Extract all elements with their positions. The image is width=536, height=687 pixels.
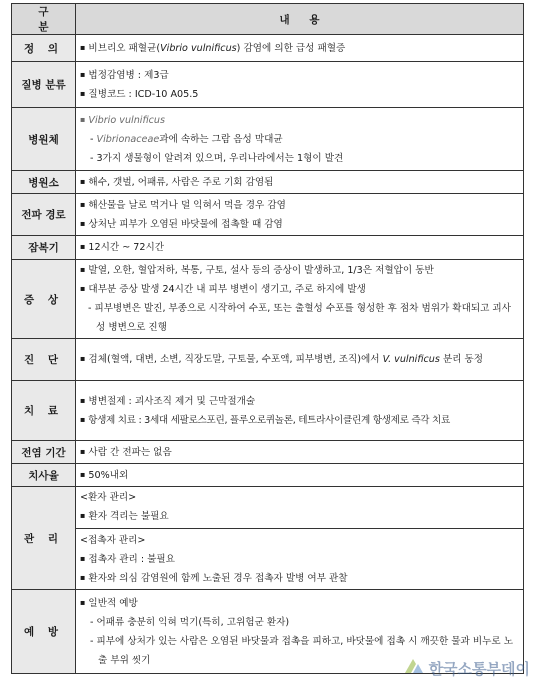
definition-text-post: ) 감염에 의한 급성 패혈증 bbox=[236, 42, 346, 54]
symptoms-line-2: ▪ 대부분 증상 발생 24시간 내 피부 병변이 생기고, 주로 하지에 발생 bbox=[80, 280, 519, 299]
header-row bbox=[12, 4, 524, 35]
label-management: 관 리 bbox=[12, 487, 76, 590]
row-contagious-period bbox=[12, 441, 524, 464]
treatment-line-1: ▪ 병변절제 : 괴사조직 제거 및 근막절개술 bbox=[80, 392, 519, 411]
label-prevention: 예 방 bbox=[12, 590, 76, 674]
content-pathogen: ▪ Vibrio vulnificus - Vibrionaceae과에 속하는 그람 음성 막대균 - 3가지 생물형이 알려져 있으며, 우리나라에서는 1형이 발견 bbox=[76, 108, 524, 171]
pathogen-line-2: 과에 속하는 그람 음성 막대균 bbox=[159, 133, 283, 145]
management-contact-heading: <접촉자 관리> bbox=[80, 535, 146, 546]
content-transmission bbox=[76, 194, 524, 236]
watermark-text: 한국소통부데이 bbox=[428, 660, 530, 678]
row-management bbox=[12, 487, 524, 590]
diagnosis-species: V. vulnificus bbox=[382, 354, 440, 365]
content-symptoms: ▪ 발열, 오한, 혈압저하, 복통, 구토, 설사 등의 증상이 발생하고, 1/3은 저혈압이 동반 ▪ 대부분 증상 발생 24시간 내 피부 병변이 생기고, 주로 하지에 발생 - 피부병변은 발진, 부종으로 시작하여 수포, 또는 출혈성 수포를 형성한 후 점차 범위가 확대되고 괴사성 병변으로 진행 bbox=[76, 260, 524, 339]
content-management bbox=[76, 487, 524, 590]
management-contact-line-2: ▪ 환자와 의심 감염원에 함께 노출된 경우 접촉자 발병 여부 관찰 bbox=[80, 569, 519, 588]
label-symptoms: 증 상 bbox=[12, 260, 76, 339]
content-contagious-period bbox=[76, 441, 524, 464]
row-reservoir bbox=[12, 171, 524, 194]
row-definition bbox=[12, 35, 524, 62]
contagious-period-line-1: ▪ 사람 간 전파는 없음 bbox=[80, 443, 519, 462]
treatment-line-2: ▪ 항생제 치료 : 3세대 세팔로스포린, 플루오로퀴놀론, 테트라사이클린계 항생제로 즉각 치료 bbox=[80, 411, 519, 430]
content-prevention: ▪ 일반적 예방 - 어패류 충분히 익혀 먹기(특히, 고위험군 환자) - 피부에 상처가 있는 사람은 오염된 바닷물과 접촉을 피하고, 바닷물에 접촉 시 깨끗한 물과 비누로 노출 부위 씻기 bbox=[76, 590, 524, 674]
management-patient-line: ▪ 환자 격리는 불필요 bbox=[80, 507, 519, 526]
header-category: 구 분 bbox=[12, 4, 76, 35]
row-fatality bbox=[12, 464, 524, 487]
prevention-line-2: 어패류 충분히 익혀 먹기(특히, 고위험군 환자) bbox=[96, 616, 290, 628]
prevention-line-3: 피부에 상처가 있는 사람은 오염된 바닷물과 접촉을 피하고, 바닷물에 접촉 시 깨끗한 물과 비누로 노출 부위 씻기 bbox=[96, 635, 513, 666]
management-divider bbox=[76, 528, 523, 529]
row-symptoms bbox=[12, 260, 524, 339]
disease-info-sheet bbox=[11, 3, 523, 674]
label-incubation: 잠복기 bbox=[12, 236, 76, 260]
diagnosis-text-post: 분리 동정 bbox=[439, 354, 484, 365]
definition-species: Vibrio vulnificus bbox=[160, 42, 237, 54]
label-treatment: 치 료 bbox=[12, 381, 76, 441]
label-pathogen: 병원체 bbox=[12, 108, 76, 171]
label-classification: 질병 분류 bbox=[12, 62, 76, 108]
row-incubation bbox=[12, 236, 524, 260]
row-diagnosis bbox=[12, 339, 524, 381]
content-definition bbox=[76, 35, 524, 62]
watermark bbox=[403, 655, 530, 681]
management-patient-heading: <환자 관리> bbox=[80, 492, 137, 503]
label-reservoir: 병원소 bbox=[12, 171, 76, 194]
watermark-logo-icon bbox=[403, 655, 425, 681]
incubation-line-1: ▪ 12시간 ~ 72시간 bbox=[80, 238, 519, 257]
row-transmission bbox=[12, 194, 524, 236]
row-classification bbox=[12, 62, 524, 108]
pathogen-line-1: ▪ Vibrio vulnificus bbox=[80, 111, 519, 130]
pathogen-line-3: 3가지 생물형이 알려져 있으며, 우리나라에서는 1형이 발견 bbox=[96, 152, 344, 164]
transmission-line-2: ▪ 상처난 피부가 오염된 바닷물에 접촉할 때 감염 bbox=[80, 215, 519, 234]
classification-line-2: ▪ 질병코드 : ICD-10 A05.5 bbox=[80, 85, 519, 104]
row-treatment bbox=[12, 381, 524, 441]
fatality-line-1: ▪ 50%내외 bbox=[80, 466, 519, 485]
content-fatality bbox=[76, 464, 524, 487]
disease-info-table bbox=[11, 3, 524, 674]
row-pathogen bbox=[12, 108, 524, 171]
content-treatment bbox=[76, 381, 524, 441]
symptoms-line-1: ▪ 발열, 오한, 혈압저하, 복통, 구토, 설사 등의 증상이 발생하고, 1/3은 저혈압이 동반 bbox=[80, 261, 519, 280]
content-diagnosis bbox=[76, 339, 524, 381]
symptoms-line-3: 피부병변은 발진, 부종으로 시작하여 수포, 또는 출혈성 수포를 형성한 후 점차 범위가 확대되고 괴사성 병변으로 진행 bbox=[94, 303, 511, 333]
label-transmission: 전파 경로 bbox=[12, 194, 76, 236]
content-classification bbox=[76, 62, 524, 108]
reservoir-line-1: ▪ 해수, 갯벌, 어패류, 사람은 주로 기회 감염됨 bbox=[80, 173, 519, 192]
content-incubation bbox=[76, 236, 524, 260]
label-diagnosis: 진 단 bbox=[12, 339, 76, 381]
pathogen-family: Vibrionaceae bbox=[96, 133, 160, 145]
label-definition: 정 의 bbox=[12, 35, 76, 62]
label-fatality: 치사율 bbox=[12, 464, 76, 487]
classification-line-1: ▪ 법정감염병 : 제3급 bbox=[80, 66, 519, 85]
diagnosis-text-pre: 검체(혈액, 대변, 소변, 직장도말, 구토물, 수포액, 피부병변, 조직)에서 bbox=[88, 354, 383, 365]
prevention-line-1: ▪ 일반적 예방 bbox=[80, 594, 519, 613]
content-reservoir bbox=[76, 171, 524, 194]
management-contact-line-1: ▪ 접촉자 관리 : 불필요 bbox=[80, 550, 519, 569]
label-contagious-period: 전염 기간 bbox=[12, 441, 76, 464]
transmission-line-1: ▪ 해산물을 날로 먹거나 덜 익혀서 먹을 경우 감염 bbox=[80, 196, 519, 215]
header-content: 내 용 bbox=[76, 4, 524, 35]
definition-text-pre: 비브리오 패혈균( bbox=[88, 42, 161, 54]
